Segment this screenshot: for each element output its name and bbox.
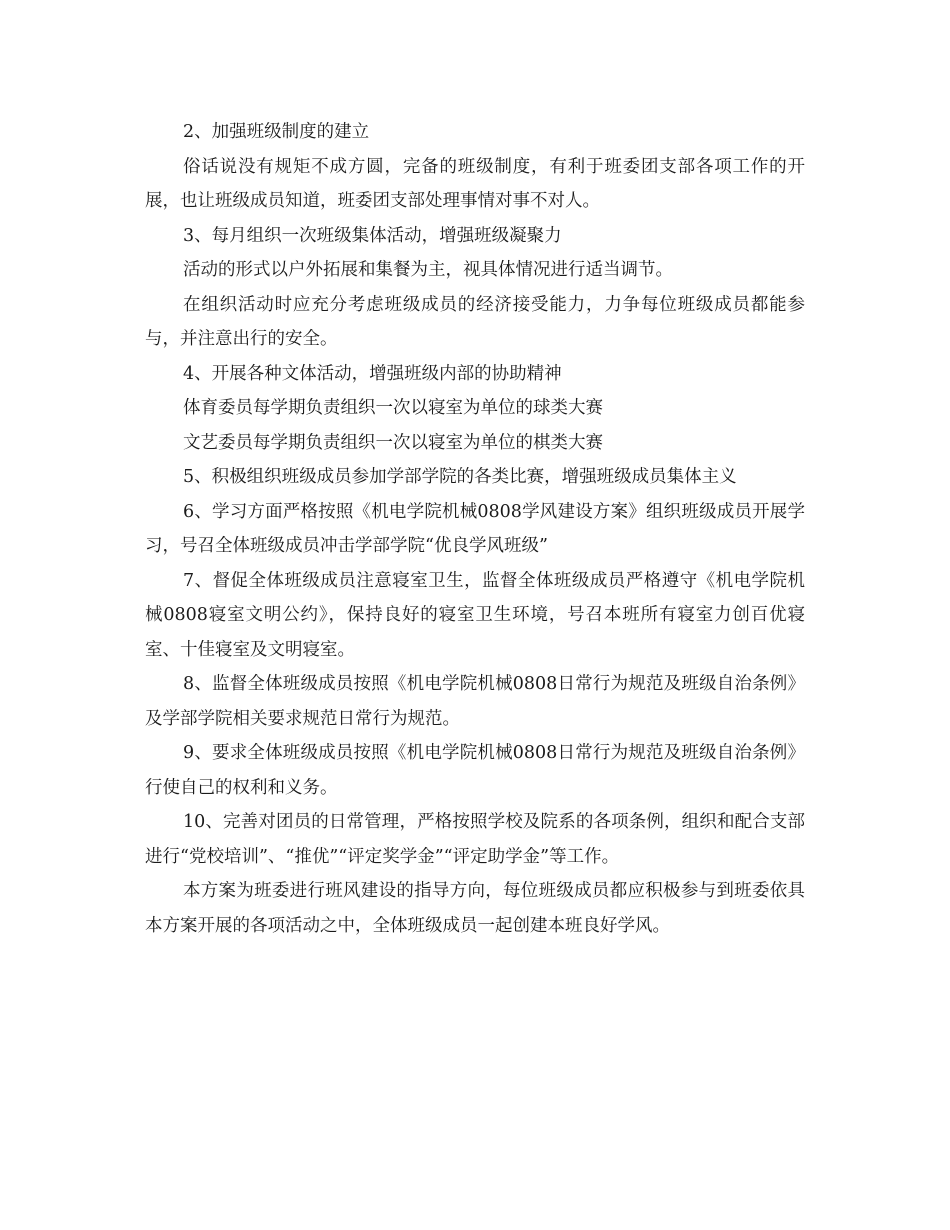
section-item-6: 6、学习方面严格按照《机电学院机械0808学风建设方案》组织班级成员开展学习，号召全体班级成员冲击学部学院“优良学风班级” xyxy=(145,501,805,556)
paragraph: 活动的形式以户外拓展和集餐为主，视具体情况进行适当调节。 xyxy=(183,260,673,280)
paragraph: 俗话说没有规矩不成方圆，完备的班级制度，有利于班委团支部各项工作的开展，也让班级成员知道，班委团支部处理事情对事不对人。 xyxy=(145,156,805,211)
paragraph: 在组织活动时应充分考虑班级成员的经济接受能力，力争每位班级成员都能参与，并注意出行的安全。 xyxy=(145,294,805,349)
section-heading-2: 2、加强班级制度的建立 xyxy=(183,122,370,142)
section-item-5: 5、积极组织班级成员参加学部学院的各类比赛，增强班级成员集体主义 xyxy=(183,467,737,487)
document-body xyxy=(145,115,805,943)
section-item-9: 9、要求全体班级成员按照《机电学院机械0808日常行为规范及班级自治条例》行使自己的权利和义务。 xyxy=(145,743,805,798)
paragraph: 体育委员每学期负责组织一次以寝室为单位的球类大赛 xyxy=(183,398,603,418)
section-heading-4: 4、开展各种文体活动，增强班级内部的协助精神 xyxy=(183,363,562,384)
section-heading-3: 3、每月组织一次班级集体活动，增强班级凝聚力 xyxy=(183,225,562,246)
section-item-8: 8、监督全体班级成员按照《机电学院机械0808日常行为规范及班级自治条例》及学部学院相关要求规范日常行为规范。 xyxy=(145,674,805,729)
closing-paragraph: 本方案为班委进行班风建设的指导方向，每位班级成员都应积极参与到班委依具本方案开展的各项活动之中，全体班级成员一起创建本班良好学风。 xyxy=(145,881,805,936)
paragraph: 文艺委员每学期负责组织一次以寝室为单位的棋类大赛 xyxy=(183,432,603,453)
section-item-10: 10、完善对团员的日常管理，严格按照学校及院系的各项条例，组织和配合支部进行“党校培训”、“推优”“评定奖学金”“评定助学金”等工作。 xyxy=(145,812,805,867)
section-item-7: 7、督促全体班级成员注意寝室卫生，监督全体班级成员严格遵守《机电学院机械0808寝室文明公约》，保持良好的寝室卫生环境，号召本班所有寝室力创百优寝室、十佳寝室及文明寝室。 xyxy=(145,570,805,660)
